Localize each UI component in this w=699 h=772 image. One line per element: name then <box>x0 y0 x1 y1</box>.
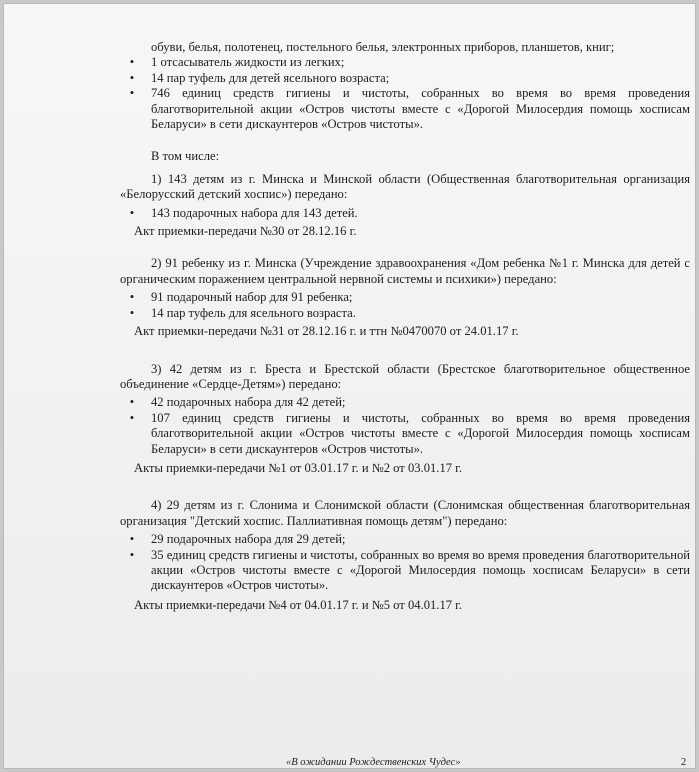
section-1-act: Акт приемки-передачи №30 от 28.12.16 г. <box>134 224 357 239</box>
list-item: • 91 подарочный набор для 91 ребенка; <box>120 290 690 305</box>
document-page <box>3 3 696 769</box>
section-2-heading: 2) 91 ребенку из г. Минска (Учреждение здравоохранения «Дом ребенка №1 г. Минска для детей с органическим поражением центральной нервной системы и психики») передано: <box>120 256 690 286</box>
section-1-heading: 1) 143 детям из г. Минска и Минской области (Общественная благотворительная организация «Белорусский детский хоспис») передано: <box>120 171 690 202</box>
section-1-list <box>120 206 690 221</box>
bullet-icon: • <box>129 205 135 220</box>
section-4-heading: 4) 29 детям из г. Слонима и Слонимской области (Слонимская общественная благотворительная организация "Детский хоспис. Паллиативная помощь детям") передано: <box>120 498 690 528</box>
list-item: • 1 отсасыватель жидкости из легких; <box>120 55 690 70</box>
bullet-icon: • <box>129 395 135 410</box>
including-label: В том числе: <box>151 149 220 164</box>
bullet-icon: • <box>129 305 135 320</box>
intro-continuation: обуви, белья, полотенец, постельного белья, электронных приборов, планшетов, книг; <box>151 40 615 54</box>
list-item: • 14 пар туфель для детей ясельного возраста; <box>120 71 690 86</box>
section-4-act: Акты приемки-передачи №4 от 04.01.17 г. и №5 от 04.01.17 г. <box>134 597 463 612</box>
list-item: • 107 единиц средств гигиены и чистоты, собранных во время во время проведения благотворительной акции «Остров чистоты вместе с «Дорогой Милосердия помощь хосписам Беларуси» в сети дискаунтеров «Остров чистоты». <box>120 411 690 457</box>
bullet-icon: • <box>129 410 135 425</box>
list-item: • 35 единиц средств гигиены и чистоты, собранных во время во время проведения благотворительной акции «Остров чистоты вместе с «Дорогой Милосердия помощь хосписам Беларуси» в сети дискаунтеров «Остров чистоты». <box>120 548 690 594</box>
section-3-list <box>120 395 690 457</box>
bullet-icon: • <box>129 70 135 85</box>
section-3-heading: 3) 42 детям из г. Бреста и Брестской области (Брестское благотворительное общественное объединение «Сердце-Детям») передано: <box>120 361 690 391</box>
section-3-act: Акты приемки-передачи №1 от 03.01.17 г. и №2 от 03.01.17 г. <box>134 460 463 475</box>
bullet-icon: • <box>129 55 135 70</box>
bullet-icon: • <box>129 532 135 547</box>
list-item: • 29 подарочных набора для 29 детей; <box>120 532 690 547</box>
section-2-act: Акт приемки-передачи №31 от 28.12.16 г. и ттн №0470070 от 24.01.17 г. <box>134 324 519 339</box>
section-4-list <box>120 532 690 594</box>
footer-title: «В ожидании Рождественских Чудес» <box>286 757 461 768</box>
list-item: • 42 подарочных набора для 42 детей; <box>120 395 690 410</box>
document-body <box>120 40 690 613</box>
page-number: 2 <box>681 757 687 768</box>
list-item: • 143 подарочных набора для 143 детей. <box>120 206 690 221</box>
bullet-icon: • <box>129 547 135 562</box>
list-item: • 746 единиц средств гигиены и чистоты, собранных во время во время проведения благотворительной акции «Остров чистоты вместе с «Дорогой Милосердия помощь хосписам Беларуси» в сети дискаунтеров «Остров чистоты». <box>120 86 690 132</box>
intro-list <box>120 55 690 132</box>
bullet-icon: • <box>129 290 135 305</box>
section-2-list <box>120 290 690 321</box>
bullet-icon: • <box>129 86 135 101</box>
list-item: • 14 пар туфель для ясельного возраста. <box>120 306 690 321</box>
